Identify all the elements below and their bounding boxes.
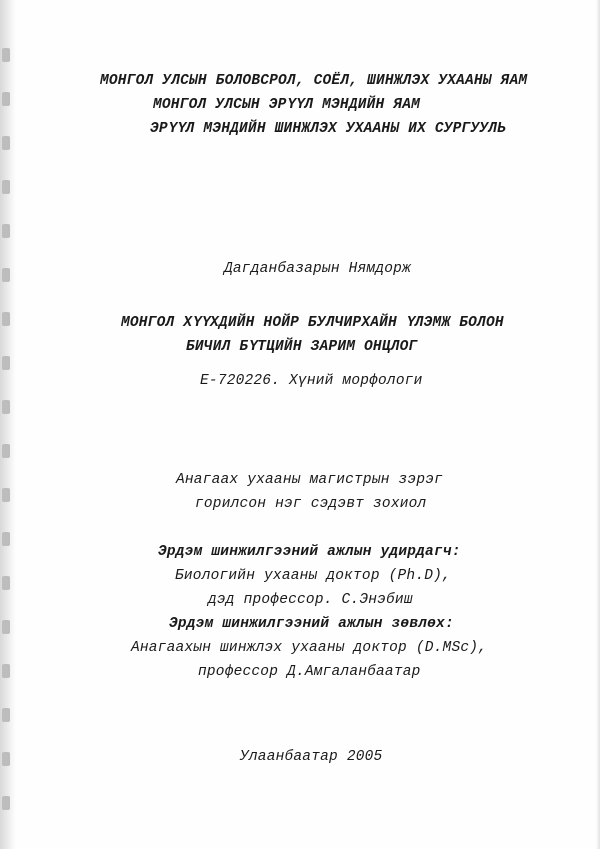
advisor-line-2: профессор Д.Амгаланбаатар	[198, 664, 421, 680]
ministry-line-1: МОНГОЛ УЛСЫН БОЛОВСРОЛ, СОЁЛ, ШИНЖЛЭХ УХААНЫ ЯАМ	[100, 73, 528, 89]
degree-line-1: Анагаах ухааны магистрын зэрэг	[176, 472, 444, 488]
binding-hole	[2, 312, 10, 326]
specialty-code: Е-720226. Хүний морфологи	[200, 373, 423, 389]
binding-hole	[2, 444, 10, 458]
binding-hole	[2, 136, 10, 150]
binding-hole	[2, 708, 10, 722]
binding-hole	[2, 576, 10, 590]
binding-hole	[2, 796, 10, 810]
binding-hole	[2, 532, 10, 546]
binding-hole	[2, 48, 10, 62]
binding-hole	[2, 752, 10, 766]
advisor-line-1: Анагаахын шинжлэх ухааны доктор (D.MSc),	[131, 640, 488, 656]
binding-hole	[2, 400, 10, 414]
advisor-heading: Эрдэм шинжилгээний ажлын зөвлөх:	[169, 616, 454, 632]
binding-hole	[2, 620, 10, 634]
binding-hole	[2, 268, 10, 282]
supervisor-line-2: дэд профессор. С.Энэбиш	[208, 592, 413, 608]
binding-hole	[2, 356, 10, 370]
page-edge	[596, 0, 600, 849]
spiral-binding	[0, 0, 16, 849]
binding-hole	[2, 664, 10, 678]
ministry-line-3: ЭРҮҮЛ МЭНДИЙН ШИНЖЛЭХ УХААНЫ ИХ СУРГУУЛЬ	[150, 121, 507, 137]
thesis-title-line-1: МОНГОЛ ХҮҮХДИЙН НОЙР БУЛЧИРХАЙН ҮЛЭМЖ БОЛОН	[121, 315, 504, 331]
ministry-line-2: МОНГОЛ УЛСЫН ЭРҮҮЛ МЭНДИЙН ЯАМ	[153, 97, 421, 113]
author-name: Дагданбазарын Нямдорж	[224, 261, 411, 277]
binding-hole	[2, 92, 10, 106]
thesis-title-line-2: БИЧИЛ БҮТЦИЙН ЗАРИМ ОНЦЛОГ	[186, 339, 418, 355]
supervisor-heading: Эрдэм шинжилгээний ажлын удирдагч:	[158, 544, 461, 560]
binding-hole	[2, 180, 10, 194]
place-and-year: Улаанбаатар 2005	[240, 749, 383, 765]
binding-hole	[2, 224, 10, 238]
binding-hole	[2, 488, 10, 502]
degree-line-2: горилсон нэг сэдэвт зохиол	[195, 496, 427, 512]
supervisor-line-1: Биологийн ухааны доктор (Ph.D),	[175, 568, 451, 584]
